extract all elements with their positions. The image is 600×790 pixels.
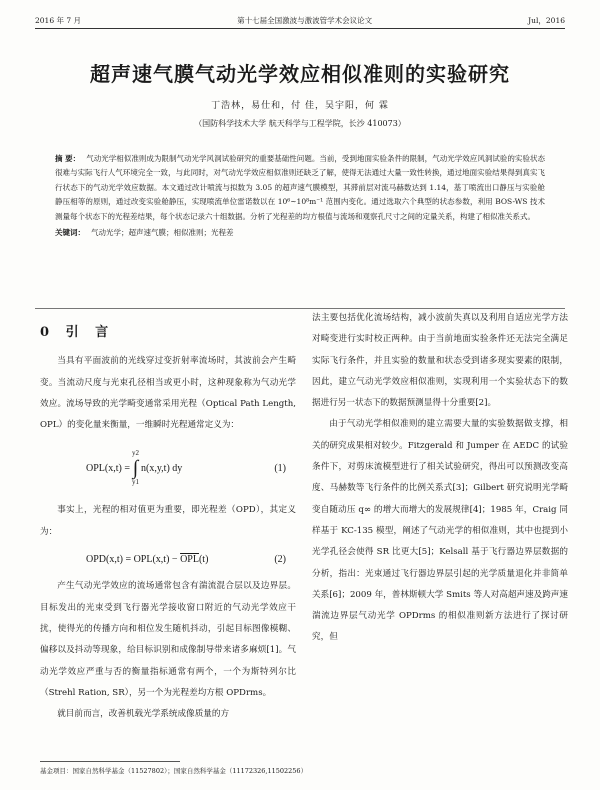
author-list: 丁浩林，易仕和，付 佳，吴宇阳，何 霖 (211, 101, 389, 111)
equation-1 (40, 436, 296, 500)
footnote-divider (40, 761, 180, 762)
keywords-text: 气动光学；超声速气膜；相似准则；光程差 (91, 228, 234, 238)
eq2-mean-term: $\overline{OPL}$ (180, 554, 199, 566)
keywords-label: 关键词： (55, 228, 85, 238)
intro-paragraph-2: 事实上，光程的相对值更为重要，即光程差（OPD），其定义为： (40, 505, 296, 537)
eq1-upper-limit: y2 (131, 449, 139, 458)
header-journal: 第十七届全国激波与激波管学术会议论文 (237, 15, 373, 25)
intro-paragraph-1: 当具有平面波前的光线穿过变折射率流场时，其波前会产生畸变。当流动尺度与光束孔径相当或更小时，这种现象称为气动光学效应。流场导致的光学畸变通常采用光程（Optical Path Length, OPL）的变化量来衡量，一维瞬时光程通常定义为： (40, 356, 296, 431)
abstract-block (55, 152, 545, 240)
eq2-lhs: OPD(x,t) = OPL(x,t) − (86, 554, 181, 566)
eq2-number: (2) (274, 554, 286, 566)
integral-symbol: y2 ∫ y1 (131, 449, 139, 487)
right-column (312, 308, 568, 649)
eq2-end: (t) (198, 554, 209, 566)
right-paragraph-2: 由于气动光学相似准则的建立需要大量的实验数据做支撑，相关的研究成果相对较少。Fitzgerald 和 Jumper 在 AEDC 的试验条件下，对剪床流模型进行了相关试验研究，得出可以预测改变高度、马赫数等飞行条件的比例关系式[3]；Gilbert 研究说明光学畸变自随动压 q∞ 的增大而增大的发展规律[4]；1985 年，Craig 同样基于 KC-135 模型，阐述了气动光学的相似准则，其中也提到小光学孔径会使得 SR 比更大[5]；Kelsall 基于飞行器边界层数据的分析，指出：光束通过飞行器边界层引起的光学质量退化并非简单关系[6]；2009 年，普林斯顿大学 Smits 等人对高超声速及跨声速湍流边界层气动光学 OPDrms 的相似准则新方法进行了探讨研究，但 (312, 419, 568, 643)
funding-footnote: 基金项目：国家自然科学基金（11527802）；国家自然科学基金（11172326,11502256） (40, 767, 308, 775)
eq1-lhs: OPL(x,t) = (86, 462, 130, 474)
section-title: 引 言 (65, 325, 115, 340)
affiliation: （国防科学技术大学 航天科学与工程学院，长沙 410073） (194, 119, 406, 128)
keywords-line (55, 226, 545, 240)
eq1-lower-limit: y1 (131, 478, 139, 487)
equation-2 (40, 543, 296, 576)
section-number: 0 (40, 325, 56, 340)
intro-paragraph-3: 产生气动光学效应的流场通常包含有湍流混合层以及边界层。目标发出的光束受到飞行器光学接收窗口附近的气动光学效应干扰，使得光的传播方向和相位发生随机抖动，引起目标图像模糊、偏移以及抖动等现象，给目标识别和成像制导带来诸多麻烦[1]。气动光学效应严重与否的衡量指标通常有两个，一个为斯特列尔比（Strehl Ration, SR），另一个为光程差均方根 OPDrms。 (40, 581, 296, 698)
abstract-label: 摘 要： (55, 154, 81, 163)
eq1-number: (1) (274, 462, 286, 474)
abstract-text: 气动光学相似准则成为限制气动光学风洞试验研究的重要基础性问题。当前，受到地面实验条件的限制，气动光学效应风洞试验的实验状态很难与实际飞行人气环境完全一致，与此同时，对气动光学效应相似准则还缺乏了解，使得无法通过大量一致性转换，通过地面实验结果得到真实飞行状态下的气动光学效应数据。本文通过改计喷流与拟数为 3.05 的超声速气膜模型，其滞前层对流马赫数达到 1.14，基丁喷流出口静压与实验舱静压相等的原则，通过改变实验舱静压，实现喷流单位雷诺数以在 10⁶~10⁸m⁻¹ 范围内变化。通过选取六个典型的状态参数，利用 BOS-WS 技术测量每个状态下的光程差结果，每个状态记录六十组数据。分析了光程差的均方根值与流场和观察孔尺寸之间的定量关系，构建了相似准关系式。 (55, 154, 545, 221)
paper-title: 超声速气膜气动光学效应相似准则的实验研究 (90, 62, 510, 86)
header-date: 2016 年 7 月 (35, 15, 82, 25)
right-paragraph-1: 法主要包括优化流场结构，减小波前失真以及利用自适应光学方法对畸变进行实时校正两种。由于当前地面实验条件还无法完全满足实际飞行条件，并且实验的数量和状态受到诸多现实要素的限制，因此，建立气动光学效应相似准则，实现利用一个实验状态下的数据进行另一状态下的数据预测显得十分重要[2]。 (312, 313, 568, 409)
running-header (35, 12, 565, 29)
eq1-rhs: n(x,y,t) dy (140, 462, 183, 474)
section-heading (40, 308, 296, 351)
intro-paragraph-4: 就目前而言，改善机载光学系统成像质量的方 (57, 709, 230, 720)
header-issue: Jul，2016 (528, 15, 565, 25)
left-column (40, 308, 296, 725)
